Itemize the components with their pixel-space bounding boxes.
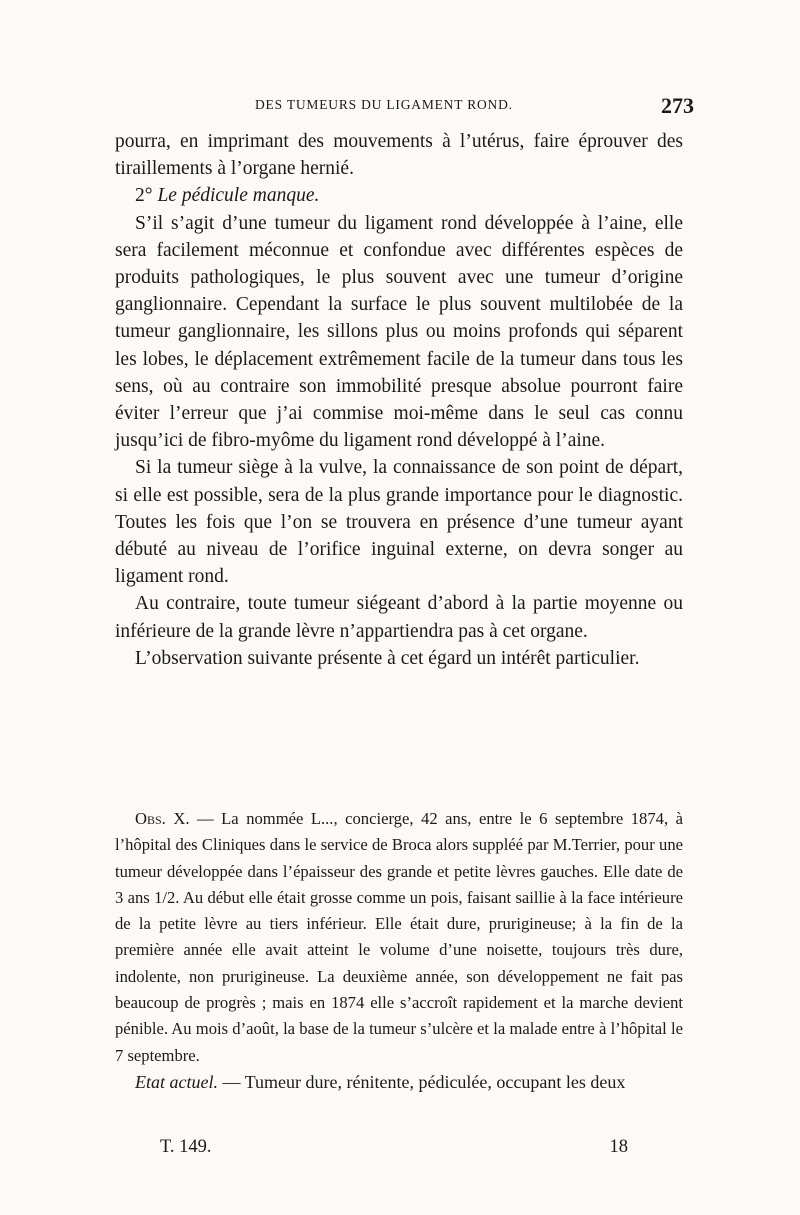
section-number: 2°	[135, 185, 158, 207]
page-footer	[160, 1137, 628, 1165]
paragraph: S’il s’agit d’une tumeur du ligament rond développée à l’aine, elle sera facilement méconnue et confondue avec différentes espèces de produits pathologiques, le plus souvent avec une tumeur d’origine ganglionnaire. Cependant la surface le plus souvent multilobée de la tumeur ganglionnaire, les sillons plus ou moins profonds qui séparent les lobes, le déplacement extrêmement facile de la tumeur dans tous les sens, où au contraire son immobilité presque absolue pourront faire éviter l’erreur que j’ai commise moi-même dans le seul cas connu jusqu’ici de fibro-myôme du ligament rond développé à l’aine.	[115, 212, 683, 452]
section-heading	[115, 182, 683, 209]
observation-block	[115, 806, 683, 1095]
current-state-text: — Tumeur dure, rénitente, pédiculée, occupant les deux	[217, 1071, 626, 1092]
page-header	[255, 93, 694, 123]
signature-mark: T. 149.	[160, 1137, 212, 1157]
main-text	[115, 128, 683, 672]
paragraph: Si la tumeur siège à la vulve, la connaissance de son point de départ, si elle est possible, sera de la plus grande importance pour le diagnostic. Toutes les fois que l’on se trouvera en présence d’une tumeur ayant débuté au niveau de l’orifice inguinal externe, on devra songer au ligament rond.	[115, 457, 683, 588]
page-number: 273	[661, 93, 694, 118]
sheet-number: 18	[609, 1137, 628, 1157]
current-state-label: Etat actuel.	[135, 1071, 218, 1092]
observation-paragraph	[115, 806, 683, 1069]
running-head: DES TUMEURS DU LIGAMENT ROND.	[255, 97, 513, 112]
observation-text: — La nommée L..., concierge, 42 ans, entre le 6 septembre 1874, à l’hôpital des Cliniques dans le service de Broca alors suppléé par M.Terrier, pour une tumeur développée dans l’épaisseur des grande et petite lèvres gauches. Elle date de 3 ans 1/2. Au début elle était grosse comme un pois, faisant saillie à la face intérieure de la petite lèvre au tiers inférieur. Elle était dure, prurigineuse; à la fin de la première année elle avait atteint le volume d’une noisette, toujours très dure, indolente, non prurigineuse. La deuxième année, son développement ne fait pas beaucoup de progrès ; mais en 1874 elle s’accroît rapidement et la marche devient pénible. Au mois d’août, la base de la tumeur s’ulcère et la malade entre à l’hôpital le 7 septembre.	[115, 809, 683, 1065]
section-title: Le pédicule manque.	[157, 185, 320, 207]
observation-label: Obs. X.	[135, 809, 190, 828]
paragraph: Au contraire, toute tumeur siégeant d’abord à la partie moyenne ou inférieure de la grande lèvre n’appartiendra pas à cet organe.	[115, 593, 683, 642]
paragraph: L’observation suivante présente à cet égard un intérêt particulier.	[135, 647, 640, 669]
paragraph-continuation: pourra, en imprimant des mouvements à l’utérus, faire éprouver des tiraillements à l’organe hernié.	[115, 131, 683, 180]
current-state-paragraph	[115, 1069, 683, 1095]
